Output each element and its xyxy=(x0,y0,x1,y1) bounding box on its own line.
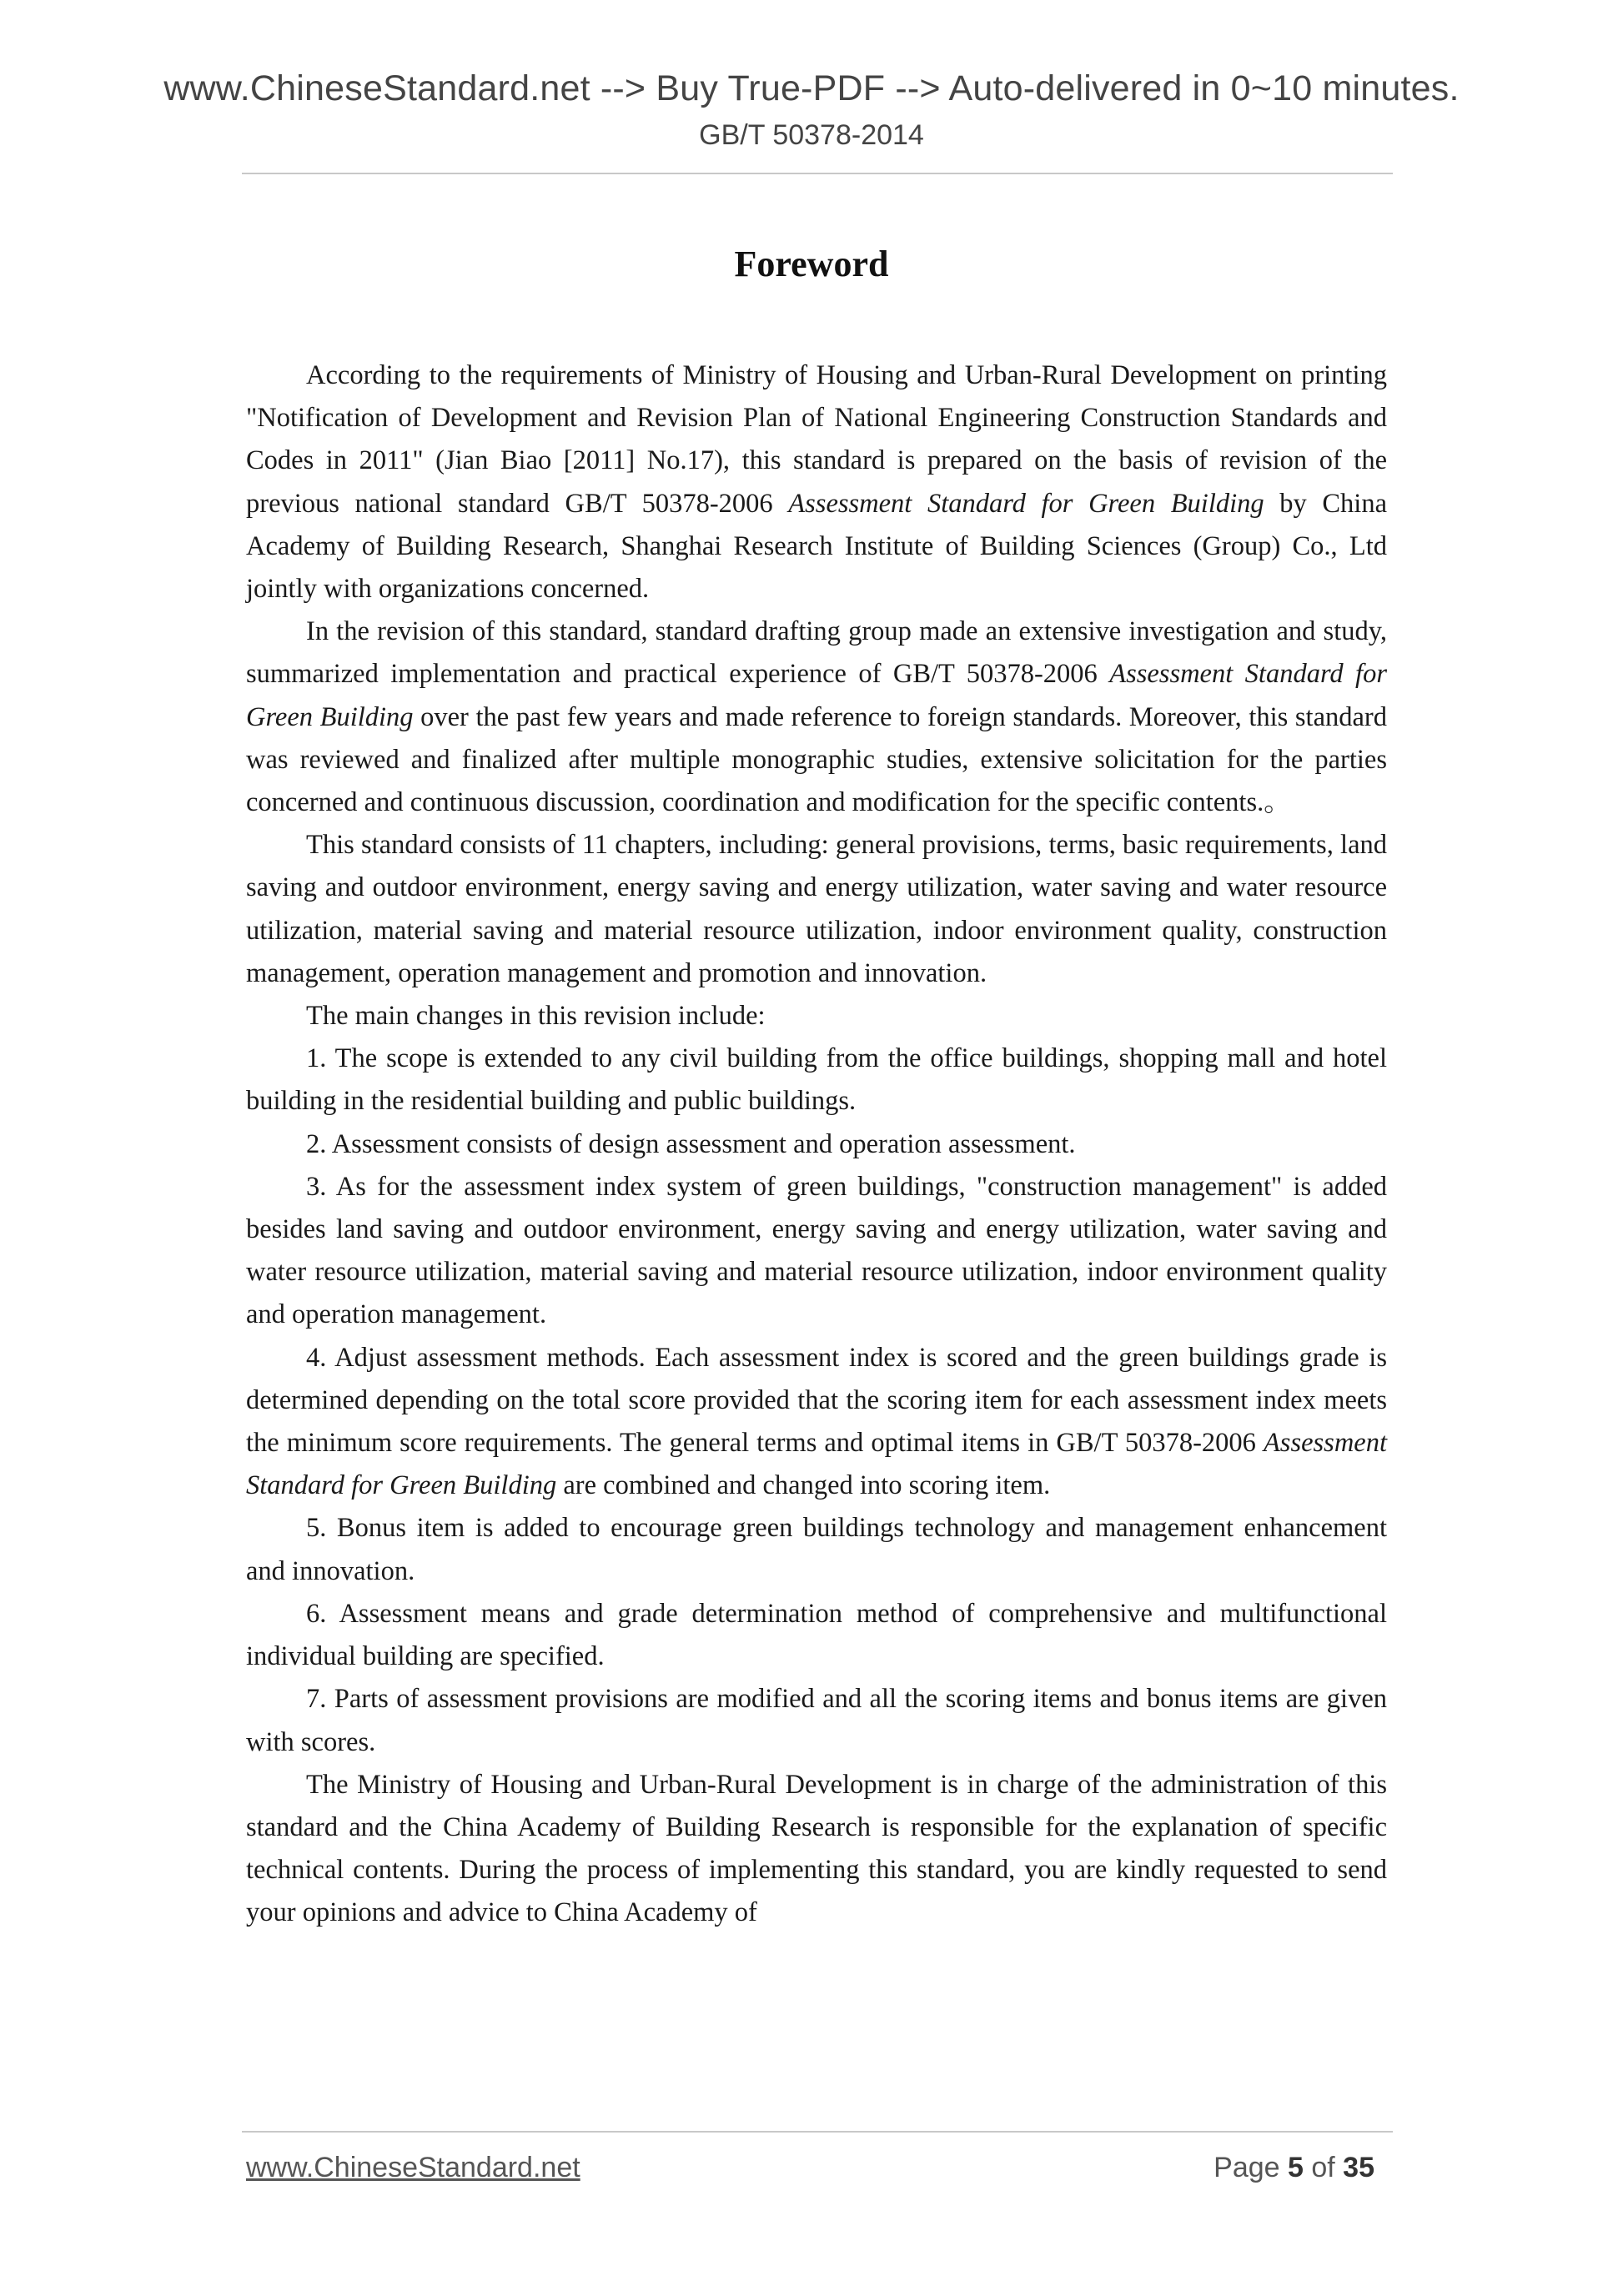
standard-code: GB/T 50378-2014 xyxy=(699,119,924,151)
list-item-4: 4. Adjust assessment methods. Each assessment index is scored and the green buildings grade is determined depending on the total score provided that the scoring item for each assessment index meets the minimum score requirements. The general terms and optimal items in GB/T 50378-2006 Assessment Standard for Green Building are combined and changed into scoring item. xyxy=(246,1342,1387,1501)
total-pages: 35 xyxy=(1343,2152,1374,2183)
paragraph-2: In the revision of this standard, standard drafting group made an extensive investigation and study, summarized implementation and practical experience of GB/T 50378-2006 Assessment Standard for Green Building over the past few years and made reference to foreign standards. Moreover, this standard was reviewed and finalized after multiple monographic studies, extensive solicitation for the parties concerned and continuous discussion, coordination and modification for the specific contents.。 xyxy=(246,616,1387,818)
list-item-5: 5. Bonus item is added to encourage green buildings technology and management enhancement and innovation. xyxy=(246,1513,1387,1586)
page-title: Foreword xyxy=(734,244,889,284)
foreword-body xyxy=(246,354,1387,1935)
paragraph-5: The Ministry of Housing and Urban-Rural Development is in charge of the administration of this standard and the China Academy of Building Research is responsible for the explanation of specific technical contents. During the process of implementing this standard, you are kindly requested to send your opinions and advice to China Academy of xyxy=(246,1769,1387,1928)
paragraph-1: According to the requirements of Ministry of Housing and Urban-Rural Development on printing "Notification of Development and Revision Plan of National Engineering Construction Standards and Codes in 2011" (Jian Biao [2011] No.17), this standard is prepared on the basis of revision of the previous national standard GB/T 50378-2006 Assessment Standard for Green Building by China Academy of Building Research, Shanghai Research Institute of Building Sciences (Group) Co., Ltd jointly with organizations concerned. xyxy=(246,360,1387,605)
list-item-3: 3. As for the assessment index system of green buildings, "construction management" is added besides land saving and outdoor environment, energy saving and energy utilization, water saving and water resource utilization, material saving and material resource utilization, indoor environment quality and operation management. xyxy=(246,1171,1387,1330)
current-page: 5 xyxy=(1288,2152,1304,2183)
header-divider xyxy=(242,173,1393,174)
footer-divider xyxy=(242,2131,1393,2133)
list-item-7: 7. Parts of assessment provisions are modified and all the scoring items and bonus items are given with scores. xyxy=(246,1684,1387,1757)
footer-website-link[interactable]: www.ChineseStandard.net xyxy=(246,2152,580,2183)
list-item-1: 1. The scope is extended to any civil building from the office buildings, shopping mall and hotel building in the residential building and public buildings. xyxy=(246,1043,1387,1117)
paragraph-3: This standard consists of 11 chapters, including: general provisions, terms, basic requirements, land saving and outdoor environment, energy saving and energy utilization, water saving and water resource utilization, material saving and material resource utilization, indoor environment quality, construction management, operation management and promotion and innovation. xyxy=(246,830,1387,988)
header-banner: www.ChineseStandard.net --> Buy True-PDF --> Auto-delivered in 0~10 minutes. xyxy=(163,68,1460,108)
list-item-2: 2. Assessment consists of design assessment and operation assessment. xyxy=(306,1128,1076,1159)
paragraph-4: The main changes in this revision include: xyxy=(306,1001,766,1032)
page-header xyxy=(0,67,1623,153)
list-item-6: 6. Assessment means and grade determination method of comprehensive and multifunctional individual building are specified. xyxy=(246,1598,1387,1672)
page-number: Page 5 of 35 xyxy=(1213,2152,1374,2183)
